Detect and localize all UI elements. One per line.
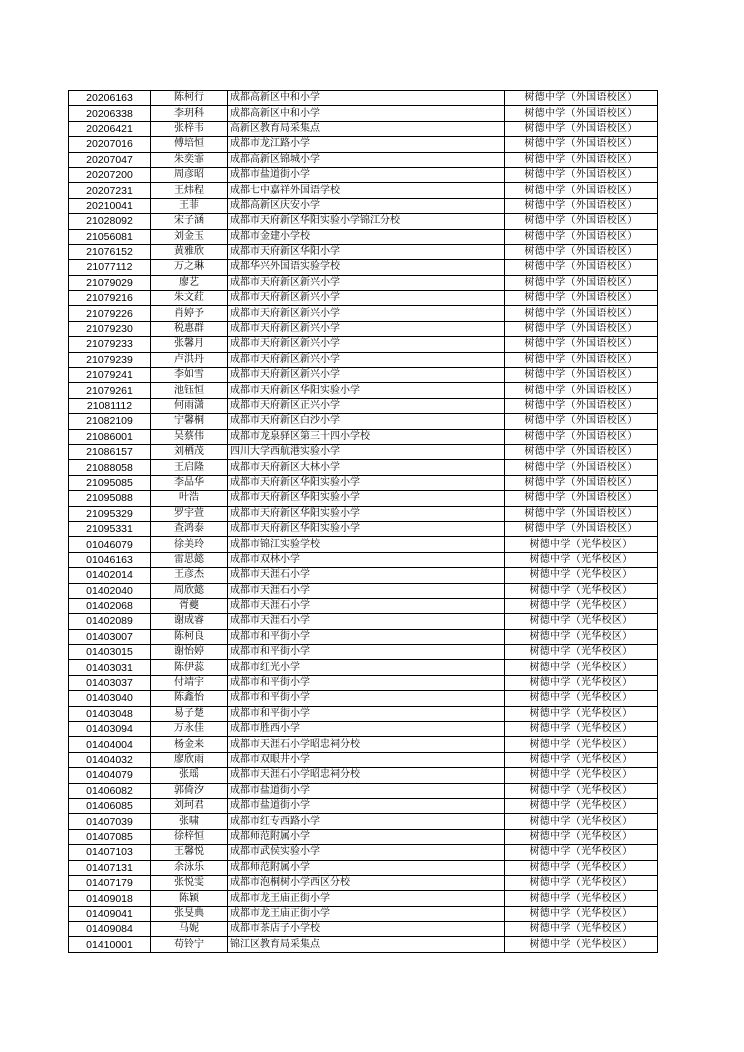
admitted-school-cell: 树德中学（外国语校区） [505, 352, 658, 367]
primary-school-cell: 成都市天府新区新兴小学 [228, 337, 505, 352]
admitted-school-cell: 树德中学（外国语校区） [505, 260, 658, 275]
table-row [69, 583, 658, 598]
table-row [69, 752, 658, 767]
table-row [69, 506, 658, 521]
table-row [69, 368, 658, 383]
table-row [69, 552, 658, 567]
table-row [69, 152, 658, 167]
student-id-cell: 20207231 [69, 183, 151, 198]
table-row [69, 814, 658, 829]
student-id-cell: 21079233 [69, 337, 151, 352]
admitted-school-cell: 树德中学（光华校区） [505, 814, 658, 829]
student-id-cell: 01410001 [69, 937, 151, 952]
student-name-cell: 陈伊蕊 [151, 660, 228, 675]
admission-table-body [69, 91, 658, 953]
admitted-school-cell: 树德中学（光华校区） [505, 722, 658, 737]
student-id-cell: 20206163 [69, 91, 151, 106]
student-id-cell: 21079239 [69, 352, 151, 367]
student-name-cell: 罗宇萱 [151, 506, 228, 521]
primary-school-cell: 成都市天涯石小学 [228, 568, 505, 583]
table-row [69, 660, 658, 675]
student-name-cell: 雷思懿 [151, 552, 228, 567]
student-id-cell: 01402040 [69, 583, 151, 598]
table-row [69, 260, 658, 275]
student-id-cell: 20206338 [69, 106, 151, 121]
primary-school-cell: 成都市天府新区大林小学 [228, 460, 505, 475]
primary-school-cell: 成都市双眼井小学 [228, 752, 505, 767]
student-id-cell: 01407179 [69, 875, 151, 890]
student-id-cell: 01403015 [69, 645, 151, 660]
student-name-cell: 王启隆 [151, 460, 228, 475]
student-name-cell: 肖婷予 [151, 306, 228, 321]
admitted-school-cell: 树德中学（外国语校区） [505, 214, 658, 229]
student-id-cell: 20207047 [69, 152, 151, 167]
primary-school-cell: 成都市和平街小学 [228, 706, 505, 721]
primary-school-cell: 成都华兴外国语实验学校 [228, 260, 505, 275]
primary-school-cell: 成都七中嘉祥外国语学校 [228, 183, 505, 198]
student-id-cell: 01403094 [69, 722, 151, 737]
table-row [69, 306, 658, 321]
admitted-school-cell: 树德中学（光华校区） [505, 737, 658, 752]
student-name-cell: 刘栖茂 [151, 444, 228, 459]
table-row [69, 845, 658, 860]
table-row [69, 722, 658, 737]
student-name-cell: 刘珂君 [151, 798, 228, 813]
student-name-cell: 谢成睿 [151, 614, 228, 629]
admitted-school-cell: 树德中学（外国语校区） [505, 91, 658, 106]
admitted-school-cell: 树德中学（光华校区） [505, 906, 658, 921]
admitted-school-cell: 树德中学（外国语校区） [505, 491, 658, 506]
primary-school-cell: 成都高新区中和小学 [228, 106, 505, 121]
primary-school-cell: 成都市茶店子小学校 [228, 922, 505, 937]
primary-school-cell: 成都市胜西小学 [228, 722, 505, 737]
student-id-cell: 21076152 [69, 244, 151, 259]
student-name-cell: 张梓韦 [151, 121, 228, 136]
admitted-school-cell: 树德中学（光华校区） [505, 798, 658, 813]
table-row [69, 337, 658, 352]
primary-school-cell: 成都市武侯实验小学 [228, 845, 505, 860]
admitted-school-cell: 树德中学（光华校区） [505, 691, 658, 706]
primary-school-cell: 成都市天涯石小学昭忠祠分校 [228, 737, 505, 752]
student-name-cell: 朱奕霏 [151, 152, 228, 167]
student-id-cell: 21077112 [69, 260, 151, 275]
table-row [69, 121, 658, 136]
student-name-cell: 刘金玉 [151, 229, 228, 244]
student-name-cell: 王炜程 [151, 183, 228, 198]
admitted-school-cell: 树德中学（光华校区） [505, 845, 658, 860]
student-name-cell: 李玥科 [151, 106, 228, 121]
student-name-cell: 张悦雯 [151, 875, 228, 890]
primary-school-cell: 成都师范附属小学 [228, 829, 505, 844]
admitted-school-cell: 树德中学（光华校区） [505, 783, 658, 798]
table-row [69, 629, 658, 644]
student-name-cell: 叶浩 [151, 491, 228, 506]
student-id-cell: 01404032 [69, 752, 151, 767]
admitted-school-cell: 树德中学（外国语校区） [505, 198, 658, 213]
student-name-cell: 易子楚 [151, 706, 228, 721]
primary-school-cell: 成都市盐道街小学 [228, 798, 505, 813]
primary-school-cell: 成都市天府新区新兴小学 [228, 352, 505, 367]
student-id-cell: 21079226 [69, 306, 151, 321]
table-row [69, 829, 658, 844]
student-name-cell: 黄雅欣 [151, 244, 228, 259]
primary-school-cell: 四川大学西航港实验小学 [228, 444, 505, 459]
student-id-cell: 21095329 [69, 506, 151, 521]
admitted-school-cell: 树德中学（光华校区） [505, 614, 658, 629]
student-name-cell: 李如雪 [151, 368, 228, 383]
admitted-school-cell: 树德中学（光华校区） [505, 829, 658, 844]
student-id-cell: 21086157 [69, 444, 151, 459]
student-name-cell: 周欣懿 [151, 583, 228, 598]
admitted-school-cell: 树德中学（外国语校区） [505, 506, 658, 521]
student-name-cell: 徐美玲 [151, 537, 228, 552]
student-name-cell: 何雨潇 [151, 398, 228, 413]
admitted-school-cell: 树德中学（外国语校区） [505, 167, 658, 182]
student-name-cell: 池钰恒 [151, 383, 228, 398]
primary-school-cell: 成都市天府新区正兴小学 [228, 398, 505, 413]
table-row [69, 460, 658, 475]
admitted-school-cell: 树德中学（外国语校区） [505, 444, 658, 459]
admitted-school-cell: 树德中学（光华校区） [505, 660, 658, 675]
primary-school-cell: 成都市天府新区新兴小学 [228, 275, 505, 290]
table-row [69, 275, 658, 290]
table-row [69, 137, 658, 152]
table-row [69, 291, 658, 306]
primary-school-cell: 成都市和平街小学 [228, 645, 505, 660]
admitted-school-cell: 树德中学（光华校区） [505, 552, 658, 567]
primary-school-cell: 成都市天府新区华阳实验小学 [228, 475, 505, 490]
student-id-cell: 01403031 [69, 660, 151, 675]
primary-school-cell: 成都高新区庆安小学 [228, 198, 505, 213]
primary-school-cell: 成都高新区中和小学 [228, 91, 505, 106]
table-row [69, 691, 658, 706]
student-id-cell: 01046163 [69, 552, 151, 567]
admitted-school-cell: 树德中学（外国语校区） [505, 337, 658, 352]
admitted-school-cell: 树德中学（光华校区） [505, 891, 658, 906]
primary-school-cell: 成都市天府新区新兴小学 [228, 321, 505, 336]
student-name-cell: 吴蔡伟 [151, 429, 228, 444]
table-row [69, 91, 658, 106]
primary-school-cell: 成都市龙江路小学 [228, 137, 505, 152]
primary-school-cell: 成都市盐道街小学 [228, 783, 505, 798]
student-id-cell: 01406085 [69, 798, 151, 813]
primary-school-cell: 成都市天府新区新兴小学 [228, 291, 505, 306]
student-id-cell: 21095331 [69, 521, 151, 536]
primary-school-cell: 成都市和平街小学 [228, 691, 505, 706]
table-row [69, 875, 658, 890]
student-name-cell: 李品华 [151, 475, 228, 490]
table-row [69, 768, 658, 783]
admitted-school-cell: 树德中学（外国语校区） [505, 152, 658, 167]
admitted-school-cell: 树德中学（外国语校区） [505, 321, 658, 336]
table-row [69, 568, 658, 583]
student-name-cell: 万永佳 [151, 722, 228, 737]
table-row [69, 906, 658, 921]
primary-school-cell: 成都师范附属小学 [228, 860, 505, 875]
student-id-cell: 01402089 [69, 614, 151, 629]
admitted-school-cell: 树德中学（外国语校区） [505, 183, 658, 198]
table-row [69, 798, 658, 813]
primary-school-cell: 锦江区教育局采集点 [228, 937, 505, 952]
admitted-school-cell: 树德中学（光华校区） [505, 583, 658, 598]
admitted-school-cell: 树德中学（光华校区） [505, 860, 658, 875]
student-id-cell: 01403037 [69, 675, 151, 690]
table-row [69, 198, 658, 213]
student-id-cell: 01403007 [69, 629, 151, 644]
primary-school-cell: 成都市泡桐树小学西区分校 [228, 875, 505, 890]
student-name-cell: 税惠群 [151, 321, 228, 336]
student-name-cell: 王彦杰 [151, 568, 228, 583]
primary-school-cell: 成都市龙泉驿区第三十四小学校 [228, 429, 505, 444]
student-id-cell: 01406082 [69, 783, 151, 798]
table-row [69, 737, 658, 752]
table-row [69, 321, 658, 336]
admitted-school-cell: 树德中学（光华校区） [505, 706, 658, 721]
primary-school-cell: 成都市天府新区华阳小学 [228, 244, 505, 259]
primary-school-cell: 成都市天府新区华阳实验小学 [228, 491, 505, 506]
student-name-cell: 陈鑫怡 [151, 691, 228, 706]
student-id-cell: 01402014 [69, 568, 151, 583]
primary-school-cell: 高新区教育局采集点 [228, 121, 505, 136]
table-row [69, 398, 658, 413]
primary-school-cell: 成都市锦江实验学校 [228, 537, 505, 552]
primary-school-cell: 成都市天涯石小学 [228, 598, 505, 613]
admitted-school-cell: 树德中学（外国语校区） [505, 306, 658, 321]
admitted-school-cell: 树德中学（光华校区） [505, 598, 658, 613]
admitted-school-cell: 树德中学（外国语校区） [505, 275, 658, 290]
student-id-cell: 21056081 [69, 229, 151, 244]
student-id-cell: 01404079 [69, 768, 151, 783]
student-id-cell: 21095085 [69, 475, 151, 490]
student-name-cell: 宋子涵 [151, 214, 228, 229]
student-id-cell: 20206421 [69, 121, 151, 136]
admitted-school-cell: 树德中学（光华校区） [505, 629, 658, 644]
admitted-school-cell: 树德中学（光华校区） [505, 875, 658, 890]
table-row [69, 106, 658, 121]
table-row [69, 614, 658, 629]
student-name-cell: 查鸿泰 [151, 521, 228, 536]
table-row [69, 537, 658, 552]
student-id-cell: 01407131 [69, 860, 151, 875]
primary-school-cell: 成都市红光小学 [228, 660, 505, 675]
primary-school-cell: 成都市天府新区华阳实验小学 [228, 383, 505, 398]
admitted-school-cell: 树德中学（光华校区） [505, 645, 658, 660]
student-name-cell: 胥夔 [151, 598, 228, 613]
primary-school-cell: 成都市双林小学 [228, 552, 505, 567]
admitted-school-cell: 树德中学（光华校区） [505, 922, 658, 937]
table-row [69, 429, 658, 444]
admission-table [68, 90, 658, 953]
student-id-cell: 01407103 [69, 845, 151, 860]
table-row [69, 167, 658, 182]
student-name-cell: 张瑶 [151, 768, 228, 783]
admitted-school-cell: 树德中学（光华校区） [505, 752, 658, 767]
student-id-cell: 21079241 [69, 368, 151, 383]
primary-school-cell: 成都市红专西路小学 [228, 814, 505, 829]
admitted-school-cell: 树德中学（光华校区） [505, 568, 658, 583]
student-id-cell: 21079230 [69, 321, 151, 336]
table-row [69, 414, 658, 429]
student-name-cell: 苟铃宁 [151, 937, 228, 952]
student-id-cell: 01407039 [69, 814, 151, 829]
student-name-cell: 傅培恒 [151, 137, 228, 152]
student-id-cell: 01403040 [69, 691, 151, 706]
student-id-cell: 21079029 [69, 275, 151, 290]
admitted-school-cell: 树德中学（光华校区） [505, 537, 658, 552]
student-name-cell: 陈柯良 [151, 629, 228, 644]
student-id-cell: 20207016 [69, 137, 151, 152]
student-name-cell: 廖欣雨 [151, 752, 228, 767]
student-name-cell: 付靖宇 [151, 675, 228, 690]
admitted-school-cell: 树德中学（外国语校区） [505, 229, 658, 244]
table-row [69, 922, 658, 937]
student-id-cell: 21086001 [69, 429, 151, 444]
table-row [69, 598, 658, 613]
student-name-cell: 杨金来 [151, 737, 228, 752]
primary-school-cell: 成都市天涯石小学昭忠祠分校 [228, 768, 505, 783]
admitted-school-cell: 树德中学（外国语校区） [505, 121, 658, 136]
admitted-school-cell: 树德中学（光华校区） [505, 937, 658, 952]
student-name-cell: 周彦昭 [151, 167, 228, 182]
table-row [69, 706, 658, 721]
student-name-cell: 徐梓恒 [151, 829, 228, 844]
admitted-school-cell: 树德中学（外国语校区） [505, 368, 658, 383]
student-name-cell: 陈柯行 [151, 91, 228, 106]
table-row [69, 183, 658, 198]
primary-school-cell: 成都市天府新区白沙小学 [228, 414, 505, 429]
primary-school-cell: 成都市和平街小学 [228, 675, 505, 690]
student-name-cell: 陈颖 [151, 891, 228, 906]
primary-school-cell: 成都市天府新区华阳实验小学 [228, 506, 505, 521]
primary-school-cell: 成都市天涯石小学 [228, 614, 505, 629]
primary-school-cell: 成都市金建小学校 [228, 229, 505, 244]
student-name-cell: 余泳乐 [151, 860, 228, 875]
student-id-cell: 01403048 [69, 706, 151, 721]
table-row [69, 491, 658, 506]
table-row [69, 352, 658, 367]
student-id-cell: 21095088 [69, 491, 151, 506]
table-row [69, 860, 658, 875]
primary-school-cell: 成都市天府新区新兴小学 [228, 368, 505, 383]
table-row [69, 645, 658, 660]
admitted-school-cell: 树德中学（外国语校区） [505, 137, 658, 152]
student-id-cell: 01409084 [69, 922, 151, 937]
table-row [69, 937, 658, 952]
student-id-cell: 20207200 [69, 167, 151, 182]
table-row [69, 214, 658, 229]
table-row [69, 675, 658, 690]
table-row [69, 229, 658, 244]
student-name-cell: 谢怡婷 [151, 645, 228, 660]
admitted-school-cell: 树德中学（外国语校区） [505, 414, 658, 429]
student-name-cell: 王馨悦 [151, 845, 228, 860]
admitted-school-cell: 树德中学（外国语校区） [505, 460, 658, 475]
admitted-school-cell: 树德中学（外国语校区） [505, 521, 658, 536]
admitted-school-cell: 树德中学（外国语校区） [505, 383, 658, 398]
student-id-cell: 20210041 [69, 198, 151, 213]
student-name-cell: 郭倚汐 [151, 783, 228, 798]
student-name-cell: 王菲 [151, 198, 228, 213]
table-row [69, 891, 658, 906]
student-id-cell: 01409018 [69, 891, 151, 906]
table-row [69, 383, 658, 398]
student-name-cell: 廖艺 [151, 275, 228, 290]
primary-school-cell: 成都市天涯石小学 [228, 583, 505, 598]
admitted-school-cell: 树德中学（外国语校区） [505, 291, 658, 306]
primary-school-cell: 成都市天府新区华阳实验小学 [228, 521, 505, 536]
primary-school-cell: 成都市盐道街小学 [228, 167, 505, 182]
admitted-school-cell: 树德中学（外国语校区） [505, 106, 658, 121]
table-row [69, 475, 658, 490]
table-row [69, 444, 658, 459]
admitted-school-cell: 树德中学（外国语校区） [505, 475, 658, 490]
primary-school-cell: 成都市天府新区新兴小学 [228, 306, 505, 321]
primary-school-cell: 成都市天府新区华阳实验小学锦江分校 [228, 214, 505, 229]
admitted-school-cell: 树德中学（外国语校区） [505, 244, 658, 259]
primary-school-cell: 成都市龙王庙正街小学 [228, 906, 505, 921]
student-id-cell: 21081112 [69, 398, 151, 413]
admitted-school-cell: 树德中学（外国语校区） [505, 429, 658, 444]
student-name-cell: 张啸 [151, 814, 228, 829]
admitted-school-cell: 树德中学（光华校区） [505, 675, 658, 690]
student-id-cell: 01409041 [69, 906, 151, 921]
student-id-cell: 01404004 [69, 737, 151, 752]
table-row [69, 521, 658, 536]
table-row [69, 783, 658, 798]
student-id-cell: 21079261 [69, 383, 151, 398]
student-id-cell: 21088058 [69, 460, 151, 475]
primary-school-cell: 成都市龙王庙正街小学 [228, 891, 505, 906]
primary-school-cell: 成都市和平街小学 [228, 629, 505, 644]
student-id-cell: 21028092 [69, 214, 151, 229]
admitted-school-cell: 树德中学（光华校区） [505, 768, 658, 783]
primary-school-cell: 成都高新区锦城小学 [228, 152, 505, 167]
student-name-cell: 万之琳 [151, 260, 228, 275]
admitted-school-cell: 树德中学（外国语校区） [505, 398, 658, 413]
student-name-cell: 朱文荭 [151, 291, 228, 306]
student-name-cell: 张旻典 [151, 906, 228, 921]
student-name-cell: 张馨月 [151, 337, 228, 352]
student-id-cell: 01407085 [69, 829, 151, 844]
student-name-cell: 宁馨桐 [151, 414, 228, 429]
table-row [69, 244, 658, 259]
student-id-cell: 21079216 [69, 291, 151, 306]
student-id-cell: 21082109 [69, 414, 151, 429]
student-id-cell: 01402068 [69, 598, 151, 613]
student-name-cell: 马妮 [151, 922, 228, 937]
student-id-cell: 01046079 [69, 537, 151, 552]
student-name-cell: 卢洪丹 [151, 352, 228, 367]
